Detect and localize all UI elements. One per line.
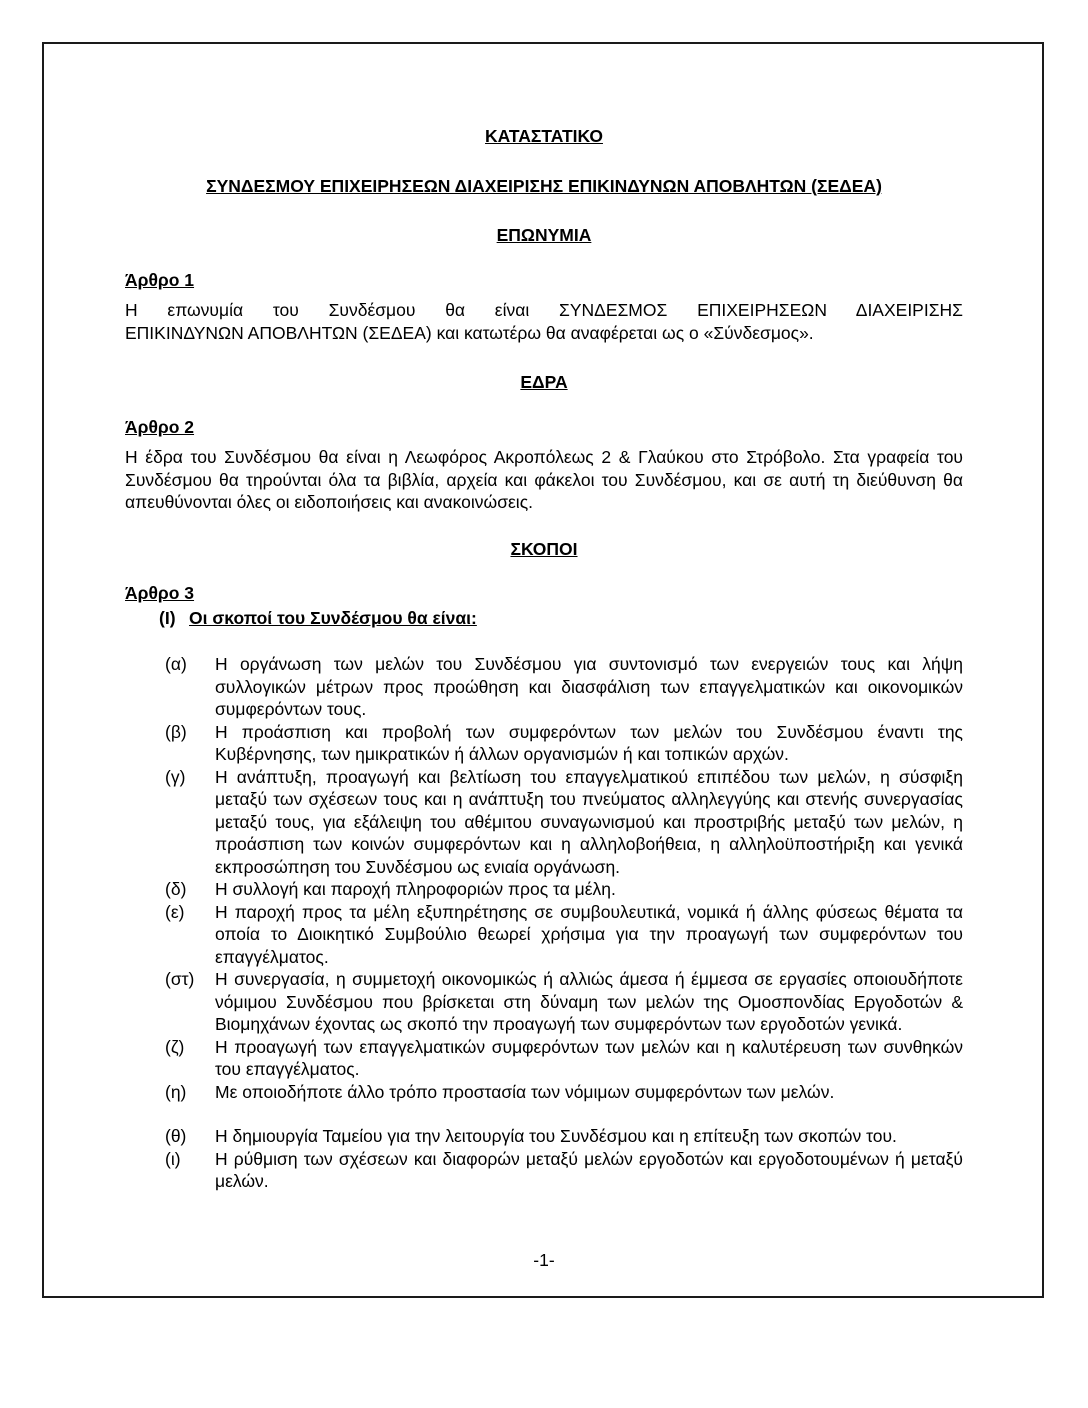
list-item-label: (η) [165,1081,187,1102]
list-item-text: Η συλλογή και παροχή πληροφοριών προς τα μέλη. [215,879,616,899]
list-item-text: Με οποιοδήποτε άλλο τρόπο προστασία των νόμιμων συμφερόντων των μελών. [215,1081,835,1102]
page-number: -1- [533,1250,555,1270]
list-item-label: (γ) [165,766,186,787]
list-item [125,1125,963,1148]
section-heading-name: ΕΠΩΝΥΜΙΑ [496,225,592,245]
list-item-label: (α) [165,654,187,674]
list-item-text: Η ανάπτυξη, προαγωγή και βελτίωση του επαγγελματικού επιπέδου των μελών, η σύσφιξη μεταξύ των σχέσεων τους και η ανάπτυξη του πνεύματος αλληλεγγύης και στενής συνεργασίας μεταξύ τους, για εξάλειψη του αθέμιτου συναγωνισμού και προστριβής μεταξύ των μελών, η προάσπιση των κοινών συμφερόντων και η αλληλοβοήθεια, η αλληλοϋποστήριξη και γενικά εκπροσώπηση του Συνδέσμου ως ενιαία οργάνωση. [215,766,963,877]
objectives-list [125,653,963,1193]
objectives-subheading [125,607,963,630]
list-item-label: (θ) [165,1126,187,1146]
list-item-text: Η συνεργασία, η συμμετοχή οικονομικώς ή αλλιώς άμεσα ή έμμεσα σε εργασίες οποιουδήποτε νόμιμου Συνδέσμου που βρίσκεται στη δύναμη των μελών της Ομοσπονδίας Εργοδοτών & Βιομηχάνων έχοντας ως σκοπό την προαγωγή των συμφερόντων των εργοδοτών γενικά. [215,969,963,1034]
list-item-text: Η προάσπιση και προβολή των συμφερόντων των μελών του Συνδέσμου έναντι της Κυβέρνησης, των ημικρατικών ή άλλων οργανισμών ή και τοπικών αρχών. [215,721,963,764]
document-body [125,125,963,1193]
list-item [125,968,963,1036]
list-item [125,1081,963,1104]
list-item-text: Η δημιουργία Ταμείου για την λειτουργία του Συνδέσμου και η επίτευξη των σκοπών του. [215,1126,897,1146]
list-item [125,1148,963,1193]
list-item [125,653,963,721]
list-item-label: (ι) [165,1148,181,1169]
article-2-label: Άρθρο 2 [125,416,195,437]
article-1-text-line-2: ΕΠΙΚΙΝΔΥΝΩΝ ΑΠΟΒΛΗΤΩΝ (ΣΕΔΕΑ) και κατωτέρω θα αναφέρεται ως ο «Σύνδεσμος». [125,322,814,343]
list-item-text: Η οργάνωση των μελών του Συνδέσμου για συντονισμό των ενεργειών τους και λήψη συλλογικών μέτρων προς προώθηση και διασφάλιση των επαγγελματικών και οικονομικών συμφερόντων τους. [215,654,963,719]
list-item [125,901,963,969]
section-heading-seat: ΕΔΡΑ [520,372,568,392]
article-2-text: Η έδρα του Συνδέσμου θα είναι η Λεωφόρος Ακροπόλεως 2 & Γλαύκου στο Στρόβολο. Στα γραφεία του Συνδέσμου θα τηρούνται όλα τα βιβλία, αρχεία και φάκελοι του Συνδέσμου, και σε αυτή τη διεύθυνση θα απευθύνονται όλες οι ειδοποιήσεις και ανακοινώσεις. [125,447,963,512]
list-item [125,1036,963,1081]
list-item-label: (στ) [165,969,195,989]
article-1-text-line-1: Η επωνυμία του Συνδέσμου θα είναι ΣΥΝΔΕΣΜΟΣ ΕΠΙΧΕΙΡΗΣΕΩΝ ΔΙΑΧΕΙΡΙΣΗΣ [125,300,963,320]
article-3-label: Άρθρο 3 [125,583,195,603]
article-1-label: Άρθρο 1 [125,269,195,290]
document-title: ΚΑΤΑΣΤΑΤΙΚΟ [485,126,603,146]
list-item-label: (ζ) [165,1036,185,1057]
list-item-label: (β) [165,721,187,742]
objectives-subheading-number: (Ι) [159,607,176,628]
list-item [125,878,963,901]
list-item-label: (ε) [165,901,185,922]
list-item [125,766,963,879]
list-item-label: (δ) [165,879,187,899]
objectives-subheading-text: Οι σκοποί του Συνδέσμου θα είναι: [189,607,477,628]
document-subtitle: ΣΥΝΔΕΣΜΟΥ ΕΠΙΧΕΙΡΗΣΕΩΝ ΔΙΑΧΕΙΡΙΣΗΣ ΕΠΙΚΙΝΔΥΝΩΝ ΑΠΟΒΛΗΤΩΝ (ΣΕΔΕΑ) [206,175,882,196]
section-heading-objectives: ΣΚΟΠΟΙ [510,538,578,559]
list-item-text: Η ρύθμιση των σχέσεων και διαφορών μεταξύ μελών εργοδοτών και εργοδοτουμένων ή μεταξύ μελών. [215,1148,963,1191]
list-item-text: Η παροχή προς τα μέλη εξυπηρέτησης σε συμβουλευτικά, νομικά ή άλλης φύσεως θέματα τα οποία το Διοικητικό Συμβούλιο θεωρεί χρήσιμα για την προαγωγή των συμφερόντων του επαγγέλματος. [215,901,963,967]
list-item [125,721,963,766]
list-item-text: Η προαγωγή των επαγγελματικών συμφερόντων των μελών και η καλυτέρευση των συνθηκών του επαγγέλματος. [215,1036,963,1079]
